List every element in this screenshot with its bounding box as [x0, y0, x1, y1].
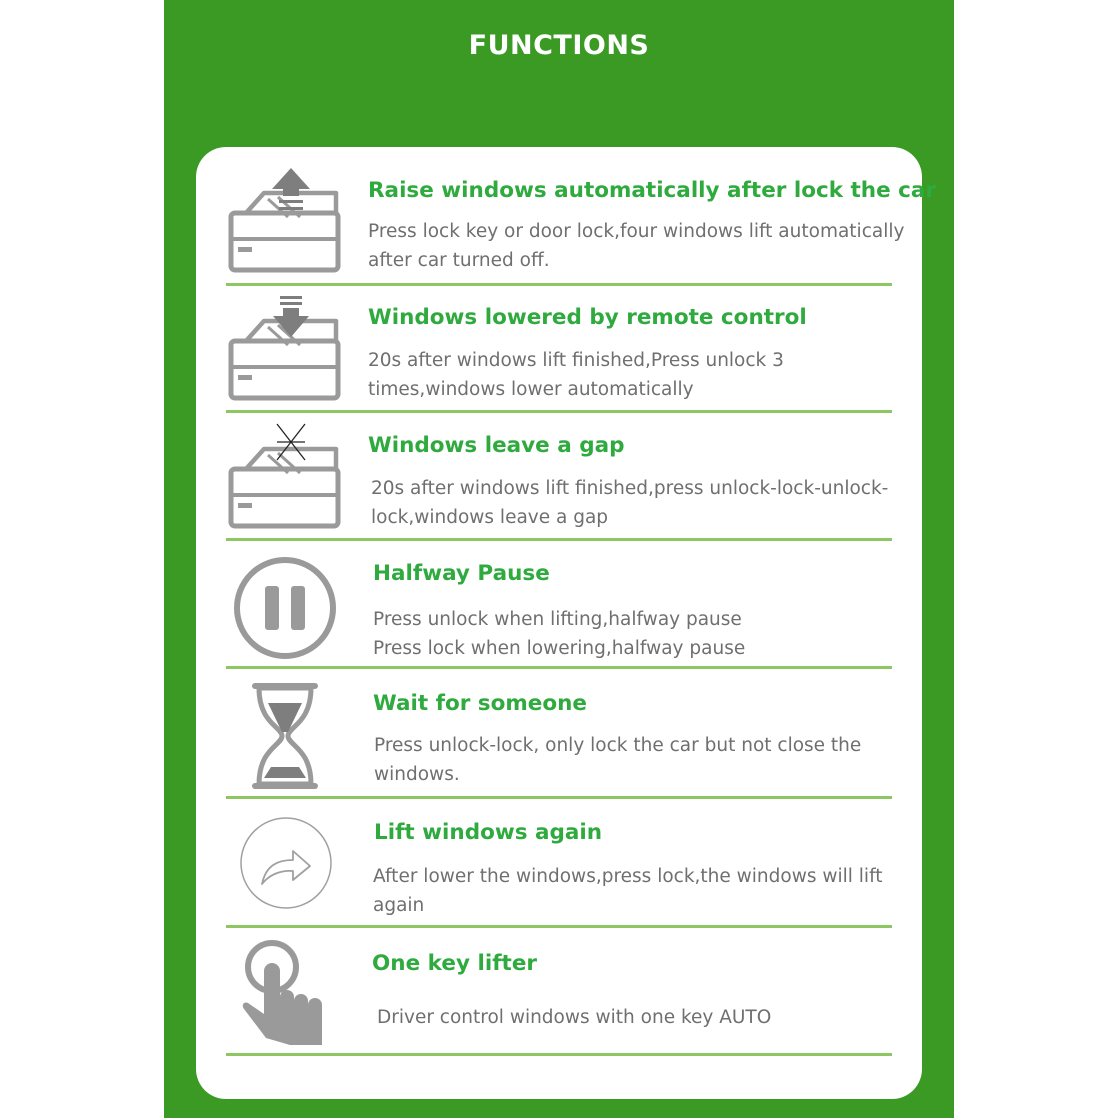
- car-window-lower-icon: [224, 293, 344, 403]
- feature-title: Lift windows again: [374, 820, 603, 845]
- divider: [226, 796, 892, 799]
- feature-description: 20s after windows lift finished,press unlock-lock-unlock-lock,windows leave a gap: [371, 478, 889, 528]
- feature-description: Driver control windows with one key AUTO: [377, 1007, 772, 1028]
- divider: [226, 538, 892, 541]
- feature-title: Halfway Pause: [373, 561, 550, 586]
- feature-description: Press unlock-lock, only lock the car but not close the windows.: [374, 735, 862, 785]
- feature-title: Windows lowered by remote control: [368, 305, 807, 330]
- feature-description: After lower the windows,press lock,the windows will lift again: [373, 866, 883, 916]
- feature-title: Wait for someone: [373, 691, 588, 716]
- car-window-gap-icon: [224, 421, 344, 531]
- functions-card: [196, 147, 937, 1099]
- redo-arrow-icon: [238, 815, 334, 911]
- divider: [226, 666, 892, 669]
- divider: [226, 410, 892, 413]
- divider: [226, 1053, 892, 1056]
- car-window-raise-icon: [224, 165, 344, 275]
- feature-title: Raise windows automatically after lock the car: [368, 178, 937, 203]
- feature-description: 20s after windows lift finished,Press unlock 3 times,windows lower automatically: [368, 350, 784, 400]
- pause-icon: [232, 555, 338, 661]
- feature-description: Press lock key or door lock,four windows lift automatically after car turned off.: [368, 221, 905, 271]
- divider: [226, 283, 892, 286]
- feature-description: Press unlock when lifting,halfway pause Press lock when lowering,halfway pause: [373, 609, 746, 659]
- page-title: FUNCTIONS: [468, 30, 650, 61]
- hourglass-icon: [250, 683, 320, 789]
- feature-title: Windows leave a gap: [368, 433, 625, 458]
- green-panel: [164, 0, 954, 1118]
- finger-press-icon: [240, 938, 332, 1050]
- divider: [226, 925, 892, 928]
- feature-title: One key lifter: [372, 951, 538, 976]
